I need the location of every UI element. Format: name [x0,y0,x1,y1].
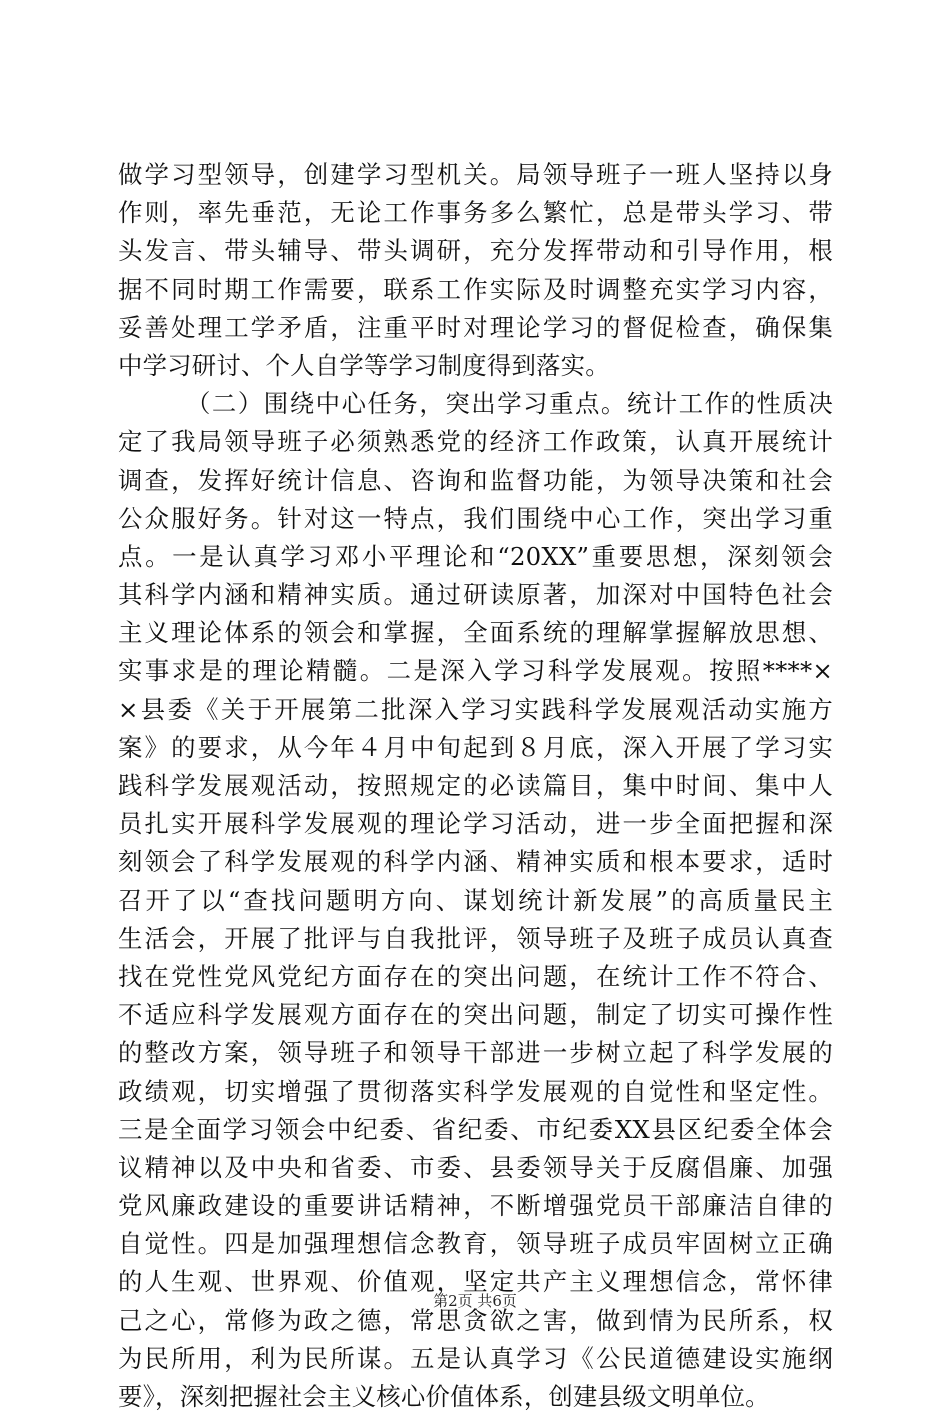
text-line: 案》的要求，从今年４月中旬起到８月底，深入开展了学习实 [118,732,833,762]
text-line: 召开了以“查找问题明方向、谋划统计新发展”的高质量民主 [118,885,833,915]
text-line: 妥善处理工学矛盾，注重平时对理论学习的督促检查，确保集 [118,312,833,342]
text-line: 为民所用，利为民所谋。五是认真学习《公民道德建设实施纲 [118,1343,833,1373]
text-line: 议精神以及中央和省委、市委、县委领导关于反腐倡廉、加强 [118,1152,833,1182]
text-line: 公众服好务。针对这一特点，我们围绕中心工作，突出学习重 [118,503,833,533]
text-line: 其科学内涵和精神实质。通过研读原著，加深对中国特色社会 [118,580,833,610]
text-line: 做学习型领导，创建学习型机关。局领导班子一班人坚持以身 [118,160,833,189]
text-line: 调查，发挥好统计信息、咨询和监督功能，为领导决策和社会 [118,465,833,495]
text-line: 自觉性。四是加强理想信念教育，领导班子成员牢固树立正确 [118,1229,833,1259]
text-line: 不适应科学发展观方面存在的突出问题，制定了切实可操作性 [118,1000,833,1030]
text-line: 实事求是的理论精髓。二是深入学习科学发展观。按照****× [118,656,833,686]
text-line: 据不同时期工作需要，联系工作实际及时调整充实学习内容， [118,274,833,304]
text-line: 要》，深刻把握社会主义核心价值体系，创建县级文明单位。 [118,1382,770,1411]
text-line: ×县委《关于开展第二批深入学习实践科学发展观活动实施方 [118,694,833,724]
text-line: 的人生观、世界观、价值观，坚定共产主义理想信念，常怀律 [118,1267,833,1297]
text-line: 生活会，开展了批评与自我批评，领导班子及班子成员认真查 [118,923,833,953]
text-line: 践科学发展观活动，按照规定的必读篇目，集中时间、集中人 [118,771,833,800]
document-body [118,156,833,1416]
section-heading-line: （二）围绕中心任务，突出学习重点。统计工作的性质决 [186,389,833,419]
text-line: 主义理论体系的领会和掌握，全面系统的理解掌握解放思想、 [118,618,833,648]
text-line: 点。一是认真学习邓小平理论和“20XX”重要思想，深刻领会 [118,541,833,571]
text-line: 党风廉政建设的重要讲话精神，不断增强党员干部廉洁自律的 [118,1191,833,1221]
page-number-footer: 第2页 共6页 [433,1292,517,1310]
text-line: 己之心，常修为政之德，常思贪欲之害，做到情为民所系，权 [118,1305,833,1335]
text-line: 定了我局领导班子必须熟悉党的经济工作政策，认真开展统计 [118,427,833,457]
text-line: 头发言、带头辅导、带头调研，充分发挥带动和引导作用，根 [118,236,833,266]
text-line: 刻领会了科学发展观的科学内涵、精神实质和根本要求，适时 [118,847,833,877]
text-line: 的整改方案，领导班子和领导干部进一步树立起了科学发展的 [118,1038,833,1068]
text-line: 政绩观，切实增强了贯彻落实科学发展观的自觉性和坚定性。 [118,1076,833,1106]
text-line: 中学习研讨、个人自学等学习制度得到落实。 [118,350,610,380]
text-line: 作则，率先垂范，无论工作事务多么繁忙，总是带头学习、带 [118,198,833,228]
text-line: 三是全面学习领会中纪委、省纪委、市纪委XX县区纪委全体会 [118,1114,833,1144]
text-line: 员扎实开展科学发展观的理论学习活动，进一步全面把握和深 [118,809,833,839]
text-line: 找在党性党风党纪方面存在的突出问题，在统计工作不符合、 [118,961,833,991]
